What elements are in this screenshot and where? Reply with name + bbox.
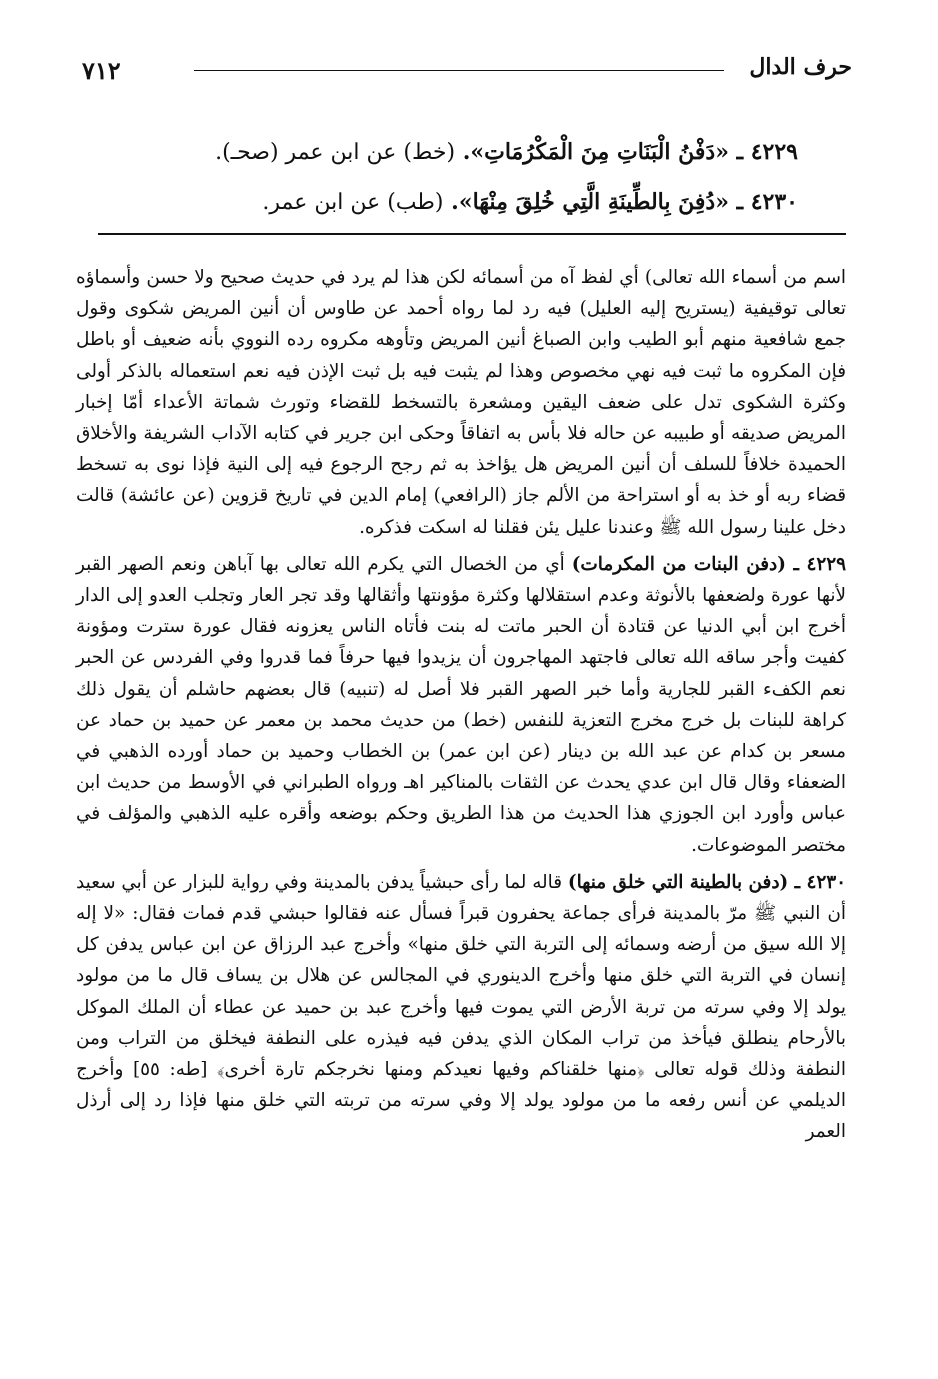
commentary-section <box>76 262 846 1154</box>
commentary-text: اسم من أسماء الله تعالى) أي لفظ آه من أسمائه لكن هذا لم يرد في حديث صحيح ولا حسن وأسماؤه تعالى توقيفية (يستريح إليه العليل) فيه رد لما رواه أحمد عن طاوس أن أنين المريض شكوى وقول جمع شافعية منهم أبو الطيب وابن الصباغ أنين المريض وتأوهه مكروه رده النووي بأنه ضعيف أو باطل فإن المكروه ما ثبت فيه نهي مخصوص وهذا لم يثبت فيه بل ثبت الإذن فيه نعم استعماله بالذكر أولى وكثرة الشكوى تدل على ضعف اليقين ومشعرة بالتسخط للقضاء وتورث شماتة الأعداء أمّا إخبار المريض صديقه أو طبيبه عن حاله فلا بأس به اتفاقاً وحكى ابن جرير في كتابه الآداب الشريفة والأخلاق الحميدة خلافاً للسلف أن أنين المريض هل يؤاخذ به ثم رجح الرجوع فيه إلى النية فإذا نوى به تسخط قضاء ربه أو خذ به أو استراحة من الألم جاز (الرافعي) إمام الدين في تاريخ قزوين (عن عائشة) قالت دخل علينا رسول الله ﷺ وعندنا عليل يئن فقلنا له اسكت فذكره. <box>76 267 846 538</box>
chapter-title: حرف الدال <box>749 54 852 80</box>
commentary-lemma: ٤٢٢٩ ـ (دفن البنات من المكرمات) <box>571 553 846 575</box>
header-rule <box>194 70 724 71</box>
hadith-source: (خط) عن ابن عمر (صحـ). <box>215 140 456 165</box>
commentary-text: أي من الخصال التي يكرم الله تعالى بها آباهن ونعم الصهر القبر لأنها عورة ولضعفها بالأنوثة وعدم استقلالها وكثرة مؤونتها وأثقالها وقد تجر العار وتجلب العدو إلى الدار أخرج ابن أبي الدنيا عن قتادة أن الحبر ماتت له بنت فأتاه الناس يعزونه فقال عورة سترت ومؤونة كفيت وأجر ساقه الله تعالى فاجتهد المهاجرون أن يزيدوا فيها حرفاً فما قدروا وفي الفردس عن الحبر نعم الكفء القبر للجارية وأما خبر الصهر القبر فلا أصل له (تنبيه) قال بعضهم حاشلم أن يقول ذلك كراهة للبنات بل خرج مخرج التعزية للنفس (خط) من حديث محمد بن معمر عن حميد بن حماد عن مسعر بن كدام عن عبد الله بن دينار (عن ابن عمر) بن الخطاب وحميد بن حماد أورده الذهبي في الضعفاء وقال قال ابن عدي يحدث عن الثقات بالمناكير اهـ ورواه الطبراني في الأوسط من حديث ابن عباس وأورد ابن الجوزي هذا الحديث من هذا الطريق وحكم بوضعه وأقره عليه الذهبي والمؤلف في مختصر الموضوعات. <box>76 553 846 856</box>
commentary-text: قاله لما رأى حبشياً يدفن بالمدينة وفي رواية للبزار عن أبي سعيد أن النبي ﷺ مرّ بالمدينة فرأى جماعة يحفرون قبراً فسأل عنه فقالوا حبشي قدم فمات فقال: «لا إله إلا الله سيق من أرضه وسمائه إلى التربة التي خلق منها» وأخرج عبد الرزاق عن ابن عباس يدفن كل إنسان في التربة التي خلق منها وأخرج الدينوري في المجالس عن هلال بن يساف قال ما من مولود يولد إلا وفي سرته من تربة الأرض التي يموت فيها وأخرج عبد بن حميد عن عطاء أن الملك الموكل بالأرحام ينطلق فيأخذ من تراب المكان الذي يدفن فيه فيذره على النطفة فيخلق من التراب ومن النطفة وذلك قوله تعالى ﴿منها خلقناكم وفيها نعيدكم ومنها نخرجكم تارة أخرى﴾ [طه: ٥٥] وأخرج الديلمي عن أنس رفعه ما من مولود يولد إلا وفي سرته من تربته التي خلق منها فإذا رد إلى أرذل العمر <box>76 871 846 1143</box>
hadith-entry <box>198 128 798 178</box>
page-number: ٧١٢ <box>82 56 121 85</box>
commentary-paragraph <box>76 549 846 861</box>
hadith-text: ٤٢٣٠ ـ «دُفِنَ بِالطِّينَةِ الَّتِي خُلِقَ مِنْهَا». <box>451 189 798 215</box>
commentary-lemma: ٤٢٣٠ ـ (دفن بالطينة التي خلق منها) <box>567 871 846 893</box>
hadith-text: ٤٢٢٩ ـ «دَفْنُ الْبَنَاتِ مِنَ الْمَكْرُمَاتِ». <box>462 139 798 165</box>
commentary-paragraph <box>76 262 846 543</box>
hadith-entry <box>198 178 798 228</box>
section-divider <box>98 233 846 235</box>
commentary-paragraph <box>76 867 846 1148</box>
hadith-source: (طب) عن ابن عمر. <box>262 190 444 215</box>
hadith-texts <box>198 128 798 228</box>
running-header <box>82 46 852 86</box>
